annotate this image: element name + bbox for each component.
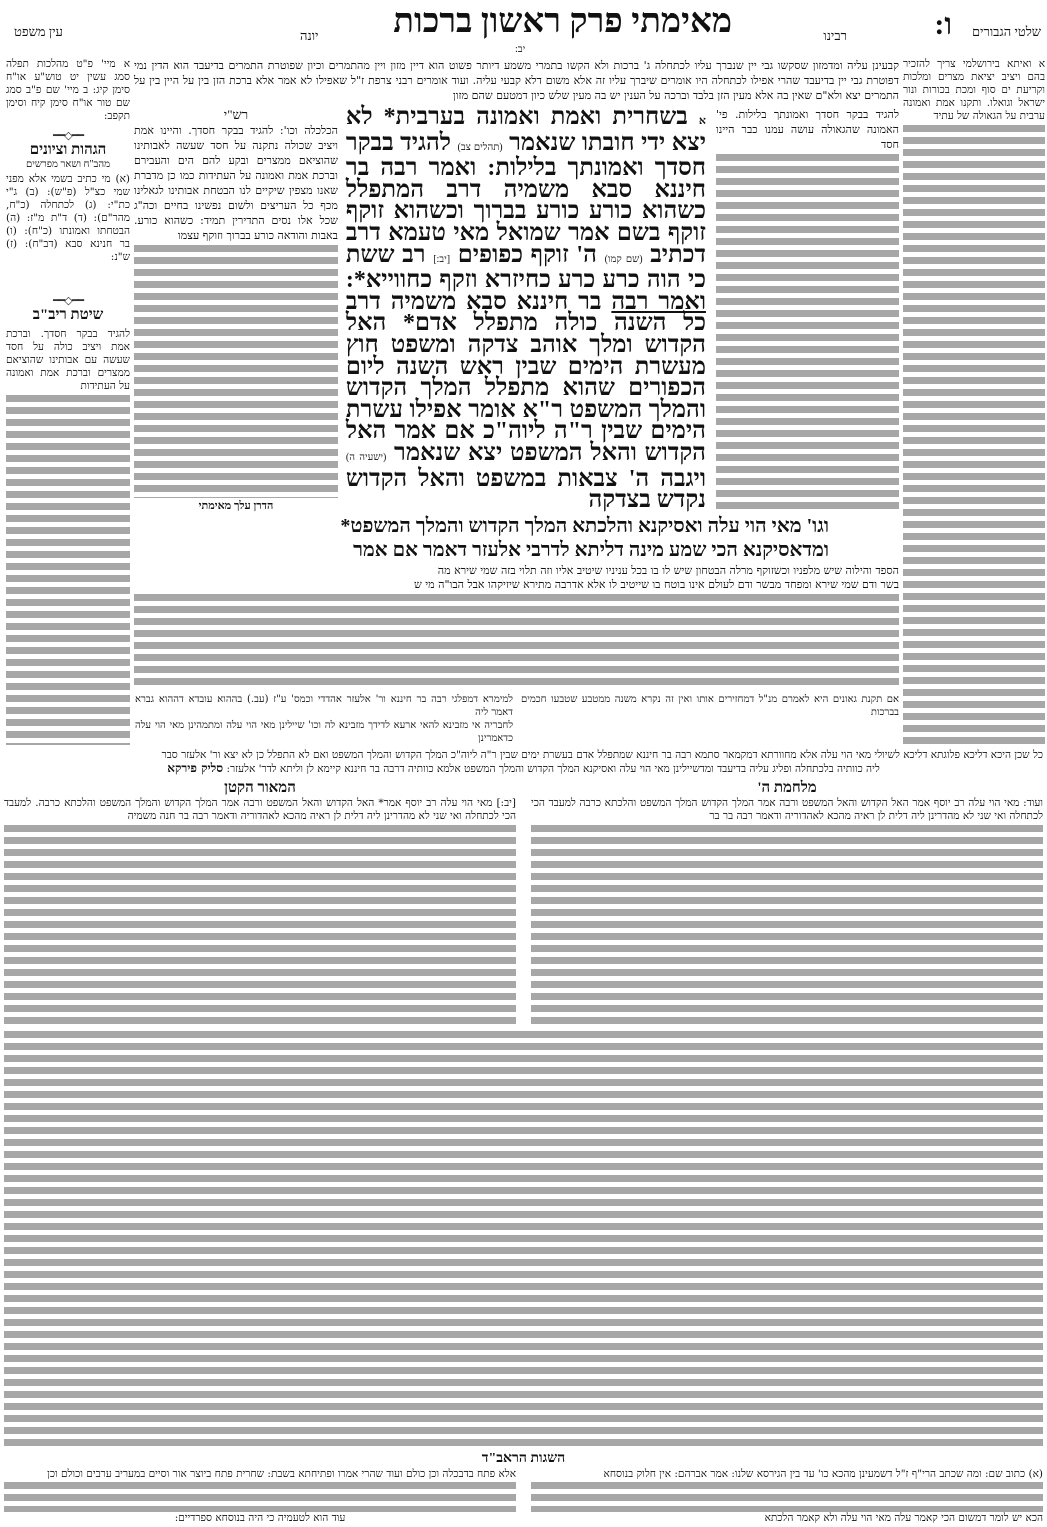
hadran-label: הדרן עלך מאימתי <box>198 499 274 512</box>
full-width-commentary <box>4 1031 1043 1448</box>
continuation-line: הספד והילוה שיש מלפניו וכשזוקף מרלה הבטחון שיש לו בו בכל עניניו שיטיב אליו וזה תלוי בזה שמי שירא מה <box>437 563 899 577</box>
gemara-text: ה' זוקף כפופים <box>457 241 597 268</box>
gemara-marker: א <box>698 115 706 127</box>
daf-number: ו: <box>934 8 952 41</box>
source-citation: (תהלים צב) <box>457 141 503 153</box>
hasagot-title: השגות הראב"ד <box>481 1451 566 1466</box>
continuation-text-block <box>134 594 899 690</box>
page-title: מאימתי פרק ראשון ברכות <box>393 3 732 40</box>
hasagot-right-continued <box>531 1482 1043 1512</box>
continuation-closing-line: כל שכן היכא דליכא פלוגתא דליכא לשיולי מאי הוי עלה אלא מחוורתא דמקמאר סתמא רבה בר חיננא שמתפלל אדם בעשרת ימים שבין ר"ה ליוה"כ המלך הקדוש והמלך המשפט ואם לא התפלל כן לא יצא ור' אלעזר סבר <box>161 748 1043 761</box>
milchemet-hashem <box>531 780 1043 1025</box>
ornament-divider: ━━◇━━ <box>53 294 83 307</box>
page-header <box>0 0 1047 58</box>
continuation-closing-row <box>134 693 899 745</box>
hasagot-right-column <box>531 1468 1043 1525</box>
siluk-pirka-label: סליק פירקא <box>167 760 224 775</box>
maor-text-continued <box>4 825 516 1025</box>
hasagot-columns <box>4 1468 1043 1525</box>
continuation-left <box>135 693 513 745</box>
gemara-text: להגיד בבקר חסדך ואמונתך בלילות: ואמר רבה בר חיננא סבא משמיה דרב המתפלל כשהוא כורע כורע בברוך וכשהוא זוקף זוקף בשם אמר שמואל מאי טעמא דרב דכתיב <box>345 129 706 268</box>
continuation-closing: אם תקנת גאונים היא לאמרם מנ"ל דמחזירים אותו ואין זה נקרא משנה ממטבע שטבעו חכמים בברכות <box>521 693 899 718</box>
source-citation: [יב:] <box>433 253 451 265</box>
hagahot-section <box>6 129 130 264</box>
source-citation: (שם קמו) <box>604 253 643 265</box>
gemara-underlined-text: ואמר רבה <box>611 288 706 315</box>
upper-page-area <box>0 58 1047 745</box>
hasagot-right-end: הכא יש לומר דמשום הכי קאמר עלה מאי הוי עלה ולא קאמר הלכתא <box>764 1512 1043 1524</box>
closing-text: ליה כוותיה בלכתחלה ופליג עליה בדיעבד ומדשיילינן מאי הוי עלה ואסיקנא המלך הקדוש והמלך המשפט אלמא כוותיה דרבה בר חיננא קיימא לן וליתא לדר' אלעזר: <box>226 762 880 775</box>
gemara-wide-line: ומדאסיקנא הכי שמע מינה דליתא לדרבי אלעזר דאמר אם אמר <box>353 538 829 561</box>
continuation-left-line: לחבריה אי מזבינא להאי ארעא לדידך מזבינא לה וכו' שיילינן מאי הוי עלה ומתמהינן מאי הוי עלה כדאמרינן <box>135 719 513 744</box>
yonah-label: יונה <box>300 28 319 43</box>
tosafot-text: להגיד בבקר חסדך ואמונתך בלילות. פי' האמונה שהגאולה עושה עמנו כבר היינו חסד <box>715 108 899 151</box>
gemara-main-text <box>345 104 706 514</box>
milchemet-title: מלחמת ה' <box>757 779 817 796</box>
ein-mishpat <box>6 58 130 123</box>
rashi-commentary <box>134 107 338 512</box>
shiltei-header-label: שלטי הגבורים <box>971 24 1041 39</box>
hasagot-right-text: (א) כתוב שם: ומה שכתב הרי"ף ז"ל דשמעינן מהכא כו' עד בין הגירסא שלנו: אמר אברהם: אין חלוק בנוסחא <box>603 1468 1043 1480</box>
rabbeinu-yonah-text: קבעינן עליה ומדמזון שסקשו גבי יין שנברך עליו לכתחלה ג' ברכות ולא הקשו בתמרי משמע דיותר פשוט הוא דיין מזון ויין מהתמרים וכיון שפוטרת התמרים בדיעבד הוא הדין נמי דפוטרת גבי יין בדיעבד שהרי אפילו לכתחלה היו אומרים שיברך עליו זה אלא משום דלא קבעי עליה. ועוד אומרים רבני צרפת ז"ל שאפילו לא אמר אלא ברכת הזן בין על היין בין על התמרים יצא ולא"ם שאין בה אלא מעין הזן בלבד וברכה על הענין יש בה מעין שלש כיון דמטעם שהם מזון <box>134 59 899 102</box>
ornament-divider: ━━◇━━ <box>53 129 83 142</box>
continuation-left-line: למימרא דמפלגי רבה בר חיננא ור' אלעזר אהדדי וכמס' ע"ז (עב.) בההוא עובדא דההוא גברא דאמר ליה <box>135 693 513 718</box>
shiltei-text: א ואיתא בירושלמי צריך להזכיר בהם ויציב יציאת מצרים ומלכות וקריעת ים סוף ומכת בכורות ונור ישראל וגואלו. ותקנו אמת ואמונה ערבית על הגאולה של עתיד <box>903 58 1045 122</box>
rashi-text: הכלכלה וכו': להגיד בבקר חסדך. והיינו אמת ויציב שכולה נתקנה על חסד שעשה לאבותינו שהוציאם ממצרים ובקע להם הים והעבירם וברכת אמת ואמונה על העתידות כמו כן מדברת שאנו מצפין שיקיים לנו הבטחת אבותינו לגאלינו מכף כל העריצים ולשום נפשינו בחיים וכה"ג שכל אלו נסים התדירין תמיד: כשהוא כורע. באבות והודאה כורע בברוך וזוקף עצמו <box>134 124 338 242</box>
gemara-text: בשחרית ואמת ואמונה בערבית* לא יצא ידי חובתו שנאמר <box>345 104 706 156</box>
hasagot-left-end: עוד הוא לטעמיה כי היה בנוסחא ספרדיים: <box>174 1512 346 1524</box>
maor-text: [יב:] מאי הוי עלה רב יוסף אמר* האל הקדוש והאל המשפט ורבה אמר המלך הקדוש והמלך המשפט והלכתא כרבה. למעבד הכי לכתחלה ואי שני לא מהדרינן ליה דלית לן ראיה מהכא לאהדוריה ודאמר רבה בר חנה משמיה <box>4 796 516 822</box>
center-area <box>134 58 899 745</box>
milchemet-text: ועוד: מאי הוי עלה רב יוסף אמר האל הקדוש והאל המשפט ורבה אמר המלך הקדוש המלך המשפט והלכתא כרבה למעבד הכי לכתחלה ואי שני לא מהדרינן ליה דלית לן ראיה מהכא לאהדוריה ודאמר רבה בר בר <box>531 796 1043 822</box>
tosafot-commentary <box>716 107 899 512</box>
hagahot-text: (א) מי כתיב בשמי אלא מפני שמי כצ"ל (פ"ש): (ב) ג"י כת"י: (ג) לכתחלה (כ"ח, מהר"ם): (ד) ד"ת מ"ז: (ה) הבטחתו ואמונתו (כ"ח): (ו) בר חנינא סבא (דב"ח): (ז) ש"נ: <box>6 173 130 263</box>
hasagot-left-column <box>4 1468 516 1525</box>
ein-mishpat-header-label: עין משפט <box>14 24 63 39</box>
gemara-text: ויגבה ה' צבאות במשפט והאל הקדוש נקדש בצדקה <box>345 465 706 514</box>
gemara-wide-line: וגו' מאי הוי עלה ואסיקנא והלכתא המלך הקדוש והמלך המשפט* <box>340 514 829 537</box>
hasagot-left-text: אלא פתח בדבכלה וכן כולם ועוד שהרי אמרו ופתיחתא בשבת: שחרית פתח ביוצר אור וסיים במעריב ערבים וכולם וכן <box>47 1468 516 1480</box>
rashi-text-continued <box>134 245 338 498</box>
hasagot-left-continued <box>4 1482 516 1512</box>
continuation-closing-line <box>4 762 1043 776</box>
source-citation: (ישעיה ה) <box>345 451 387 463</box>
rabbeinu-label: רבינו <box>823 28 847 43</box>
continuation-closing <box>4 749 1043 776</box>
rashi-title: רש"י <box>223 107 249 122</box>
lower-two-columns <box>4 780 1043 1025</box>
tosafot-text-continued <box>716 154 899 512</box>
rivaz-section <box>6 294 130 745</box>
continuation-line: בשר ודם שמי שירא ומפחד מבשר ודם לעולם אינו בוטח בו שייטיב לו אלא אדרבה מתירא שיזיקהו אבל הבו"ה מי ש <box>413 577 899 591</box>
maor-title: המאור הקטן <box>224 779 296 796</box>
hagahot-subtitle: מהב"ח ושאר מפרשים <box>25 159 111 170</box>
ein-mishpat-text: א מיי' פ"ט מהלכות תפלה סמג עשין יט טוש"ע או"ח סימן קיג: ב מיי' שם פ"ב סמג שם טור או"ח סימן קיח וסימן תקפב: <box>6 58 130 122</box>
milchemet-text-continued <box>531 825 1043 1025</box>
left-margin-column <box>6 58 130 745</box>
amud-marker: יב: <box>515 44 526 55</box>
rivaz-text-continued <box>6 395 130 745</box>
shiltei-text-continued <box>903 125 1045 745</box>
gemara-row <box>134 104 899 514</box>
shiltei-hagiborim <box>903 58 1045 745</box>
hagahot-title: הגהות וציונים <box>29 142 107 158</box>
gemara-text: בר חיננא סבא משמיה דרב כל השנה כולה מתפלל אדם* האל הקדוש ומלך אוהב צדקה ומשפט חוץ מעשרת הימים שבין ראש השנה ליום הכפורים שהוא מתפלל המלך הקדוש והמלך המשפט ר"א אומר אפילו עשרת הימים שבין ר"ה ליוה"כ אם אמר האל הקדוש והאל המשפט יצא שנאמר <box>345 288 706 466</box>
gemara-text: רב ששת כי הוה כרע כרע כחיזרא וזקף כחווייא*: <box>345 241 706 294</box>
rivaz-text: להגיד בבקר חסדך. וברכת אמת ויציב כולה על חסד שעשה עם אבותינו שהוציאם ממצרים וברכת אמת ואמונה על העתידות <box>6 328 130 392</box>
hamaor-hakatan <box>4 780 516 1025</box>
rivaz-title: שיטת ריב"ב <box>32 307 104 323</box>
